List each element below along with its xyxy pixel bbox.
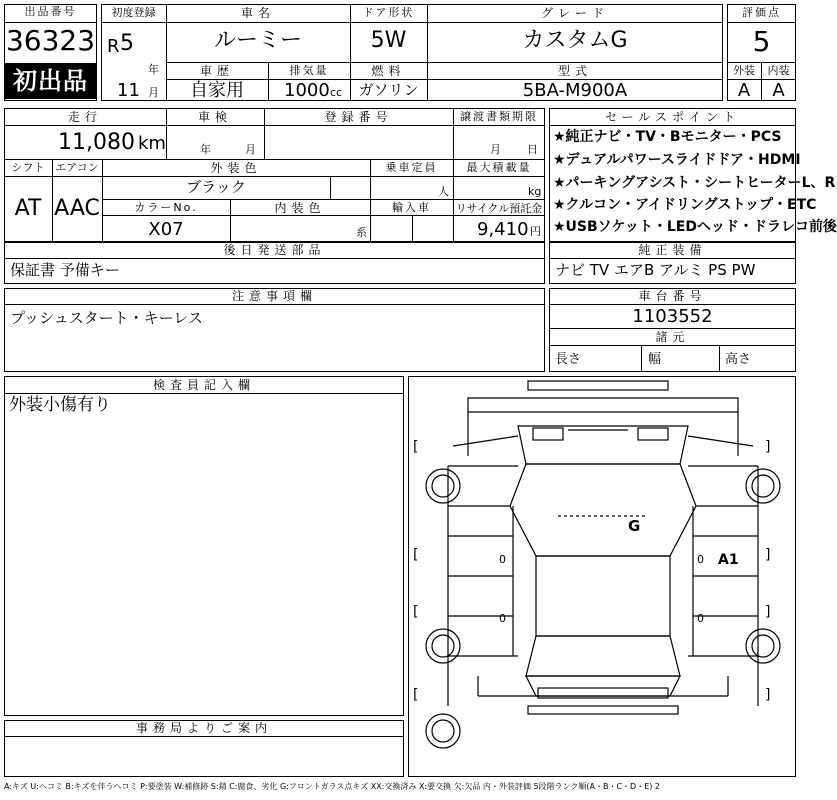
selling-point-4: ★クルコン・アイドリングストップ・ETC	[553, 197, 817, 213]
exterior-color: ブラック	[186, 178, 246, 196]
interior-grade-label: 内装	[767, 64, 790, 77]
first-reg-month: 11	[117, 80, 140, 101]
reg-number-label: 登録番号	[324, 110, 393, 124]
ac: AAC	[54, 196, 100, 221]
notes-label: 注意事項欄	[231, 289, 317, 303]
door-mark-right-rear: 0	[697, 612, 704, 625]
inspector-box	[4, 376, 404, 716]
lot-number: 36323	[5, 24, 96, 57]
displacement: 1000	[284, 80, 330, 101]
height-label: 高さ	[725, 352, 752, 367]
damage-mark-g: G	[628, 517, 641, 535]
notes: プッシュスタート・キーレス	[10, 309, 203, 327]
bracket-left-mid: [	[413, 547, 419, 563]
shift: AT	[14, 196, 42, 221]
first-reg-label: 初度登録	[111, 6, 156, 19]
door-type: 5W	[370, 28, 407, 53]
door-mark-right-front: 0	[697, 553, 704, 566]
later-parts-label: 後日発送部品	[223, 243, 326, 257]
exterior-grade: A	[737, 80, 751, 101]
equipment: ナビ TV エアB アルミ PS PW	[555, 261, 756, 279]
score-label: 評価点	[742, 6, 781, 19]
mileage-unit: km	[138, 133, 166, 154]
inspector-comment: 外装小傷有り	[9, 395, 111, 415]
mileage: 11,080	[58, 130, 135, 155]
transfer-day-unit: 日	[527, 143, 538, 156]
import-label: 輸入車	[392, 201, 431, 214]
max-load-label: 最大積載量	[466, 161, 532, 174]
office-label: 事務局よりご案内	[135, 721, 272, 735]
capacity-unit: 人	[438, 185, 449, 198]
displacement-label: 排気量	[289, 64, 329, 77]
chassis-number: 1103552	[632, 306, 713, 327]
inspection-label: 車検	[197, 110, 232, 124]
bracket-right-low: ]	[765, 604, 771, 620]
score: 5	[752, 25, 771, 58]
bracket-right-mid: ]	[765, 547, 771, 563]
grade: カスタムG	[522, 28, 628, 53]
selling-point-5: ★USBソケット・LEDヘッド・ドラレコ前後	[553, 219, 837, 235]
displacement-unit: cc	[330, 86, 343, 99]
lot-number-label: 出品番号	[24, 5, 77, 18]
bracket-left-top: [	[413, 439, 419, 455]
car-body-diagram	[408, 376, 796, 777]
max-load-unit: kg	[528, 185, 542, 198]
inspection-year-unit: 年	[200, 143, 211, 156]
car-name-label: 車名	[240, 6, 275, 20]
door-mark-left-rear: 0	[499, 612, 506, 625]
first-listing-badge: 初出品	[5, 63, 96, 99]
inspector-label: 検査員記入欄	[152, 378, 255, 392]
chassis-label: 車台番号	[638, 289, 707, 303]
later-parts: 保証書 予備キー	[10, 261, 120, 279]
dims-label: 諸元	[655, 330, 690, 344]
history: 自家用	[190, 80, 244, 101]
recycle-deposit: 9,410	[477, 219, 529, 240]
selling-point-3: ★パーキングアシスト・シートヒーターL、R	[553, 175, 836, 191]
bracket-left-low: [	[413, 604, 419, 620]
fuel-label: 燃料	[371, 64, 406, 78]
selling-points-label: セールスポイント	[605, 110, 740, 124]
exterior-color-label: 外装色	[210, 161, 262, 175]
interior-grade: A	[772, 80, 785, 101]
color-no-label: カラーNo.	[134, 201, 198, 214]
fuel: ガソリン	[358, 81, 419, 99]
capacity-label: 乗車定員	[385, 161, 438, 174]
inspection-month-unit: 月	[245, 143, 256, 156]
transfer-month-unit: 月	[490, 143, 501, 156]
width-label: 幅	[648, 352, 662, 367]
door-label: ドア形状	[362, 6, 415, 19]
mileage-label: 走行	[67, 110, 102, 124]
recycle-label: リサイクル預託金	[455, 202, 543, 215]
damage-mark-a1: A1	[718, 552, 739, 568]
length-label: 長さ	[555, 352, 582, 367]
recycle-unit: 円	[530, 225, 541, 238]
model-code: 5BA-M900A	[522, 80, 628, 101]
shift-label: シフト	[11, 161, 45, 174]
ac-label: エアコン	[55, 161, 99, 174]
bracket-right-top: ]	[765, 439, 771, 455]
legend: A:キズ U:ヘコミ B:キズを伴うヘコミ P:要塗装 W:補修跡 S:錆 C:腐食、劣化 G:フロントガラス点キズ XX:交換済み X:要交換 欠:欠品 内・外装評価 5段階ランク順(A・B・C・D・E) 2	[4, 782, 661, 791]
selling-point-1: ★純正ナビ・TV・Bモニター・PCS	[553, 129, 782, 145]
interior-color-suffix: 系	[356, 226, 367, 239]
bracket-left-bottom: [	[413, 687, 419, 703]
equipment-label: 純正装備	[638, 243, 707, 257]
car-name: ルーミー	[213, 28, 302, 53]
interior-color-label: 内装色	[274, 201, 326, 215]
color-no: X07	[148, 219, 184, 240]
bracket-right-bottom: ]	[765, 687, 771, 703]
history-label: 車歴	[199, 64, 234, 78]
transfer-doc-label: 譲渡書類期限	[460, 110, 538, 123]
grade-label: グレード	[540, 6, 609, 20]
month-unit: 月	[148, 86, 159, 99]
spec-box	[4, 108, 545, 242]
door-mark-left-front: 0	[499, 553, 506, 566]
era: R	[107, 36, 120, 57]
selling-point-2: ★デュアルパワースライドドア・HDMI	[553, 152, 801, 168]
first-reg-year: 5	[120, 31, 134, 56]
exterior-grade-label: 外装	[733, 64, 755, 77]
year-unit: 年	[148, 63, 159, 76]
model-label: 型式	[557, 64, 592, 78]
